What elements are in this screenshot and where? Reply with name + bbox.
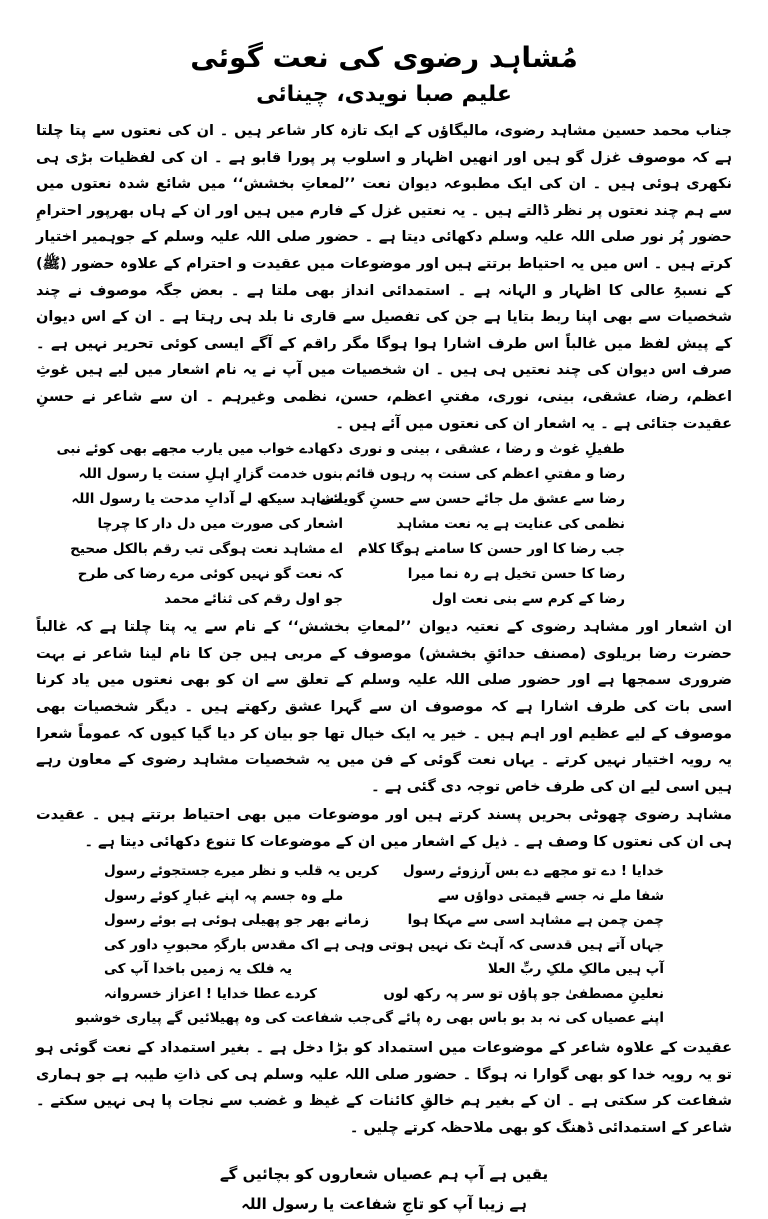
verse-row: [104, 884, 664, 909]
verse-line: وہی ہے اک مقدس بارگہِ محبوبِ داور کی: [104, 936, 375, 953]
verse-line: جب رضا کا اور حسن کا سامنے ہوگا کلام: [357, 541, 625, 558]
verse-line: جہاں آتے ہیں قدسی کہ آہٹ تک نہیں ہوتی: [378, 936, 664, 953]
verse-line: اے مشاہد نعت ہوگی تب رقم بالکل صحیح: [70, 541, 343, 558]
verse-line: نظمی کی عنایت ہے یہ نعت مشاہد: [396, 516, 625, 533]
third-paragraph: مشاہد رضوی چھوٹی بحریں پسند کرتے ہیں اور موضوعات میں بھی احتیاط برتتے ہیں ۔ عقیدت ہی ان کی نعتوں کا وصف ہے ۔ ذیل کے اشعار میں ان کے موضوعات کا تنوع دکھائی دیتا ہے ۔: [36, 807, 732, 850]
verse-line: رضا سے عشق مل جائے حسن سے حسنِ گویائی: [319, 491, 625, 508]
closing-paragraph: عقیدت کے علاوہ شاعر کے موضوعات میں استمداد کو بڑا دخل ہے ۔ بغیر استمداد کے نعت گوئی ہو تو یہ رویہ خدا کو بھی گوارا نہ ہوگا ۔ حضور صلی اللہ علیہ وسلم ہی کی ذاتِ طیبہ ہے جو ہماری شفاعت کر سکتی ہے ۔ ان کے بغیر ہم خالقِ کائنات کے غیظ و غضب سے نجات پا ہی نہیں سکتے ۔ شاعر کے استمدائی ڈھنگ کو بھی ملاحظہ کرتے چلیں ۔: [36, 1039, 732, 1136]
verse-line: جو اول رقم کی ثنائے محمد: [164, 591, 343, 608]
final-verses: [36, 1159, 732, 1219]
verses-first-block: [36, 437, 732, 612]
verse-row: [104, 859, 664, 884]
verse-line: ملے وہ جسم پہ اپنے غبارِ کوئے رسول: [104, 887, 344, 904]
verse-line: بنوں خدمت گزارِ اہلِ سنت یا رسول اللہ: [78, 466, 343, 483]
verse-line: اپنے عصیاں کی نہ بد بو باس بھی رہ پائے گی: [371, 1010, 664, 1027]
verse-line: نعلینِ مصطفیٰ جو پاؤں تو سر پہ رکھ لوں: [383, 985, 664, 1002]
verse-row: [104, 908, 664, 933]
verse-line: خدایا ! دے تو مجھے دے بس آرزوئے رسول: [402, 863, 664, 880]
verse-line: طفیلِ غوث و رضا ، عشقی ، بینی و نوری: [348, 441, 625, 458]
verse-line: اشعار کی صورت میں دل دار کا چرچا: [97, 516, 343, 533]
verse-line: رضا و مفتیِ اعظم کی سنت پہ رہوں قائم: [345, 466, 625, 483]
verse-line: کہ نعت گو نہیں کوئی مرے رضا کی طرح: [77, 566, 343, 583]
verse-row: [104, 933, 664, 958]
verse-line: یہ فلک یہ زمیں باخدا آپ کی: [104, 961, 293, 978]
verse-line: زمانے بھر جو پھیلی ہوئی ہے بوئے رسول: [104, 912, 369, 929]
intro-paragraph: جناب محمد حسین مشاہد رضوی، مالیگاؤں کے ایک تازہ کار شاعر ہیں ۔ ان کی نعتوں سے پتا چلتا ہے کہ موصوف غزل گو ہیں اور انھیں اظہار و اسلوب پر پورا قابو ہے ۔ ان کی لفظیات بڑی ہی نکھری ہوئی ہیں ۔ ان کی ایک مطبوعہ دیوان نعت ’’لمعاتِ بخشش‘‘ میں شائع شدہ نعتوں میں سے ہم چند نعتوں پر نظر ڈالتے ہیں ۔ یہ نعتیں غزل کے فارم میں ہیں اور ان کے ہاں بھرپور احترامِ حضور پُر نور صلی اللہ علیہ وسلم دکھائی دیتا ہے ۔ حضور صلی اللہ علیہ وسلم کے جوہمیر اختیار کرتے ہیں ۔ اس میں یہ احتیاط برتتے ہیں اور موضوعات میں عقیدت و احترام کے علاوہ حضور (ﷺ) کے نسبۃِ عالی کا اظہار و الہانہ ہے ۔ استمدائی انداز بھی ملتا ہے ۔ بعض جگہ موصوف نے چند شخصیات سے بھی اپنا ربط بتایا ہے جن کی تفصیل سے قاری نا بلد ہی رہتا ہے ۔ ان کے اس دیوان کے پیش لفظ میں غالباً اس طرف اشارا ہوا ہوگا مگر راقم کے آگے ایسی کوئی تحریر نہیں ہے ۔ صرف اس دیوان کی چند نعتیں ہی ہیں ۔ ان شخصیات میں آپ نے یہ نام اشعار میں لیے ہیں غوثِ اعظم، رضا، عشقی، بینی، نوری، مفتیِ اعظم، حسن، نظمی وغیرہم ۔ ان سے شاعر نے حسنِ عقیدت جتائی ہے ۔ یہ اشعار ان کی نعتوں میں آئے ہیں ۔: [36, 123, 732, 432]
verse-row: [75, 1006, 664, 1031]
verse-line: جب شفاعت کی وہ پھیلائیں گے پیاری خوشبو: [75, 1010, 372, 1027]
verse-line: کریں یہ قلب و نظر میرے جستجوئے رسول: [104, 863, 379, 880]
verse-line: مشاہد سیکھ لے آدابِ مدحت یا رسول اللہ: [71, 491, 343, 508]
verse-line: چمن چمن ہے مشاہد اسی سے مہکا ہوا: [407, 912, 664, 929]
verse-line: رضا کے کرم سے بنی نعت اول: [431, 591, 625, 608]
middle-paragraph: ان اشعار اور مشاہد رضوی کے نعتیہ دیوان ’’لمعاتِ بخشش‘‘ کے نام سے یہ پتا چلتا ہے کہ غالباً حضرت رضا بریلوی (مصنف حدائقِ بخشش) موصوف کے مربی ہیں جن کا نام لینا شاعر نے بہت ضروری سمجھا ہے اور حضور صلی اللہ علیہ وسلم کے تعلق سے ان کو بھی نعتوں میں یاد کرنا اسی بات کی طرف اشارا ہے کہ موصوف ان سے گہرا عشق رکھتے ہیں ۔ دیگر شخصیات بھی موصوف کے لیے عظیم اور اہم ہیں ۔ خیر یہ ایک خیال تھا جو بیان کر دیا گیا کیوں کہ عموماً شعرا یہ رویہ اختیار نہیں کرتے ۔ یہاں نعت گوئی کے فن میں یہ شخصیات مشاہد رضوی کے معاون رہے ہیں اسی لیے ان کی طرف خاص توجہ دی گئی ہے ۔: [36, 619, 732, 795]
final-verse-line: یقیں ہے آپ ہم عصیاں شعاروں کو بچائیں گے: [219, 1165, 549, 1184]
verse-line: رضا کا حسن تخیل ہے رہ نما میرا: [407, 566, 625, 583]
verse-line: شفا ملے نہ جسے قیمتی دواؤں سے: [437, 887, 664, 904]
verses-second-block: [75, 859, 664, 1031]
verse-line: دکھادے خواب میں یارب مجھے بھی کوئے نبی: [56, 441, 343, 458]
verse-line: کردے عطا خدایا ! اعزاز خسروانہ: [104, 985, 317, 1002]
final-verse-line: ہے زیبا آپ کو تاجِ شفاعت یا رسول اللہ: [241, 1195, 527, 1214]
verse-row: [104, 982, 664, 1007]
author-byline: علیم صبا نویدی، چینائی: [256, 82, 512, 107]
verse-row: [104, 957, 664, 982]
verse-line: آپ ہیں مالکِ ملکِ ربِّ العلا: [487, 961, 664, 978]
article-title: مُشاہد رضوی کی نعت گوئی: [190, 41, 578, 74]
